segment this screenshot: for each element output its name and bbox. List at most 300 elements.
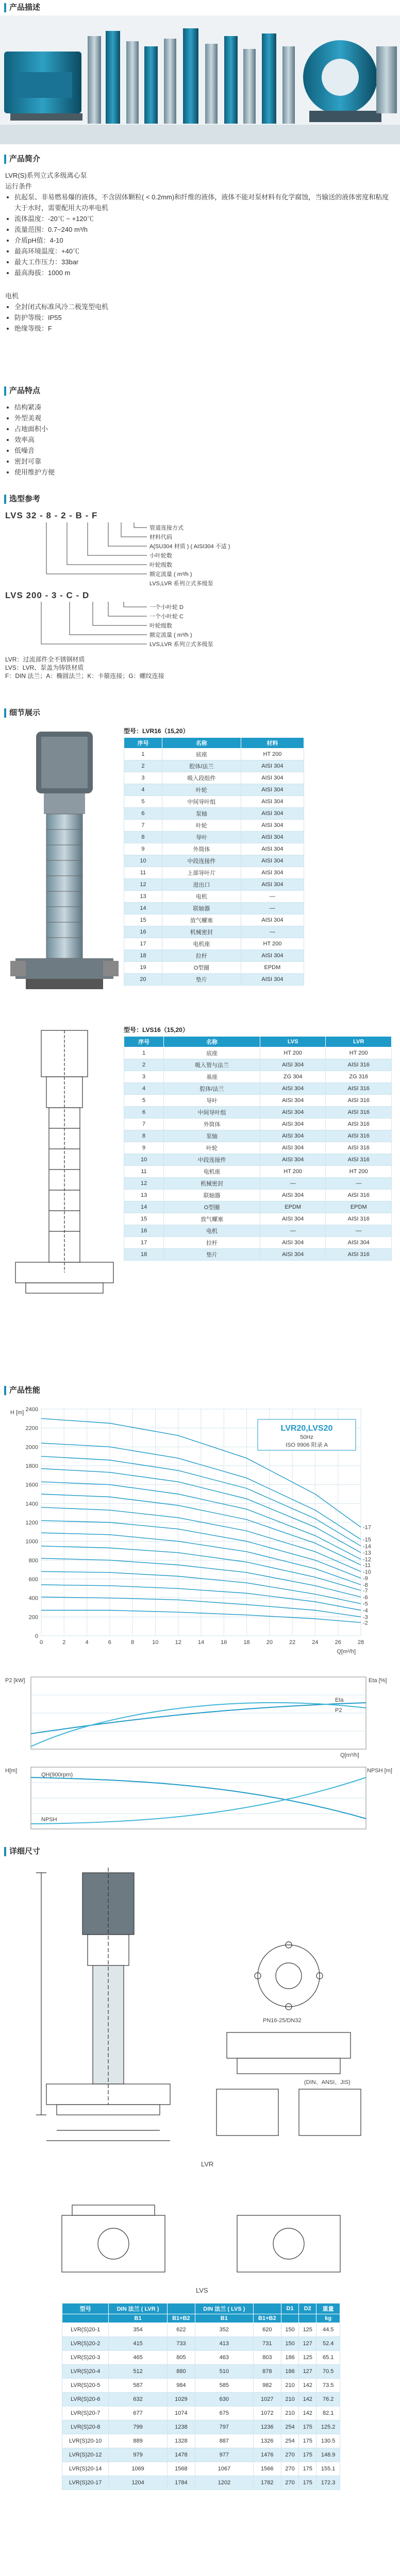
table-cell: 18	[124, 950, 162, 962]
table-cell: 泵轴	[162, 808, 241, 820]
table-cell: 82.1	[316, 2406, 340, 2420]
table-row	[62, 2406, 340, 2420]
table-cell: 4	[124, 1083, 164, 1095]
table-cell: 放气螺塞	[162, 914, 241, 926]
section-title-dimensions: 详细尺寸	[4, 1847, 40, 1856]
table-cell: 叶轮	[164, 1142, 260, 1154]
feature-item: • 外型美观	[14, 413, 395, 423]
x-tick-label: 0	[39, 1639, 43, 1646]
table-cell: 1566	[253, 2462, 281, 2476]
table-header-cell: D2	[299, 2303, 316, 2314]
series-label: -3	[363, 1614, 368, 1621]
table-row	[124, 1071, 392, 1083]
y-tick-label: 1400	[25, 1501, 38, 1507]
y-tick-label: 1600	[25, 1482, 38, 1488]
section-title-detail: 细节展示	[4, 708, 40, 718]
table-cell: 1328	[167, 2434, 195, 2448]
intro-bullet: • 最大工作压力：33bar	[14, 257, 395, 267]
table-cell: AISI 316	[326, 1095, 392, 1107]
eta-line-label: Eta	[335, 1697, 344, 1703]
table-cell: 电机座	[162, 938, 241, 950]
table-cell: AISI 304	[260, 1059, 326, 1071]
table-row	[124, 808, 304, 820]
table-cell: 210	[281, 2406, 298, 2420]
table-row	[124, 1142, 392, 1154]
table-cell: 148.9	[316, 2448, 340, 2462]
table-cell: 1236	[253, 2420, 281, 2434]
table-cell: HT 200	[326, 1047, 392, 1059]
series-label: -15	[363, 1537, 371, 1543]
table-row	[124, 938, 304, 950]
table-cell: AISI 304	[260, 1130, 326, 1142]
table-cell: 731	[253, 2337, 281, 2351]
table-row	[62, 2462, 340, 2476]
npsh-axis-label: NPSH [m]	[367, 1768, 392, 1774]
npsh-chart	[0, 1762, 400, 1841]
feature-item: • 占地面积小	[14, 423, 395, 434]
table-cell: 18	[124, 1249, 164, 1261]
table-row	[124, 855, 304, 867]
qh-chart	[0, 1399, 400, 1668]
table-cell: AISI 304	[241, 879, 304, 891]
series-label: -13	[363, 1550, 371, 1556]
material-table-2-wrap	[124, 1025, 392, 1261]
table-cell: 880	[167, 2365, 195, 2379]
table-cell: 52.4	[316, 2337, 340, 2351]
table-cell: 125.2	[316, 2420, 340, 2434]
table-cell: AISI 304	[241, 796, 304, 808]
table-cell: 腔体/法兰	[164, 1083, 260, 1095]
table-cell: 10	[124, 1154, 164, 1166]
x-tick-label: 24	[312, 1639, 319, 1646]
table-cell: 9	[124, 1142, 164, 1154]
dimension-table-wrap	[62, 2303, 340, 2490]
table-row	[62, 2351, 340, 2365]
table-cell: 腔体/法兰	[162, 760, 241, 772]
table-cell: —	[326, 1178, 392, 1190]
table-cell: ZG 316	[326, 1071, 392, 1083]
table-cell: 413	[195, 2337, 254, 2351]
table-cell: 1202	[195, 2476, 254, 2490]
y-tick-label: 1000	[25, 1538, 38, 1545]
y-tick-label: 1200	[25, 1520, 38, 1526]
table-cell: 510	[195, 2365, 254, 2379]
pump-lineup-illustration	[0, 15, 400, 144]
table-cell: LVR(S)20-4	[62, 2365, 109, 2379]
table-cell: 1029	[167, 2393, 195, 2406]
intro-bullet: • 流体温度：-20℃ ~ +120℃	[14, 213, 395, 224]
table-cell: AISI 304	[260, 1118, 326, 1130]
x-tick-label: 22	[289, 1639, 296, 1646]
table-cell: 803	[253, 2351, 281, 2365]
x-tick-label: 12	[175, 1639, 181, 1646]
motor-bullet: • 绝缘等级：F	[14, 323, 395, 334]
intro-bullet: • 介质pH值：4-10	[14, 235, 395, 246]
table-cell: 联轴器	[162, 903, 241, 914]
model-legend-item: 小叶轮数	[149, 553, 172, 559]
table-cell: 放气螺塞	[164, 1213, 260, 1225]
table-cell: O型圈	[162, 962, 241, 974]
table-header-cell: 材料	[241, 738, 304, 749]
table-cell: 270	[281, 2462, 298, 2476]
table-cell: 150	[281, 2337, 298, 2351]
table-cell: AISI 304	[241, 867, 304, 879]
table-cell: 9	[124, 843, 162, 855]
series-label: -5	[363, 1601, 368, 1607]
table-cell: 125	[299, 2351, 316, 2365]
y-tick-label: 400	[28, 1595, 38, 1602]
feature-item: • 低噪音	[14, 445, 395, 456]
table-row	[62, 2323, 340, 2337]
motor-title: 电机	[5, 292, 19, 300]
section-title-description: 产品描述	[4, 3, 40, 12]
table-cell: 1074	[167, 2406, 195, 2420]
table-cell: AISI 304	[260, 1190, 326, 1201]
table-cell: HT 200	[260, 1166, 326, 1178]
lvr-cutaway-drawing	[5, 726, 124, 1015]
table-subheader-cell	[281, 2314, 298, 2323]
table-cell: 中段连接件	[162, 855, 241, 867]
table-cell: 982	[253, 2379, 281, 2393]
table-row	[124, 1130, 392, 1142]
y-tick-label: 2000	[25, 1444, 38, 1451]
table-cell: —	[241, 926, 304, 938]
table-cell: 电机	[164, 1225, 260, 1237]
table-cell: 73.5	[316, 2379, 340, 2393]
x-tick-label: 20	[266, 1639, 273, 1646]
table-header-cell: 名称	[162, 738, 241, 749]
table-cell: AISI 304	[260, 1142, 326, 1154]
section-title-model: 选型参考	[4, 495, 40, 504]
table-row	[62, 2476, 340, 2490]
table-cell: AISI 304	[260, 1107, 326, 1118]
table-cell: AISI 304	[241, 808, 304, 820]
x-tick-label: 26	[335, 1639, 341, 1646]
model-code-1-legend	[149, 523, 230, 588]
table-cell: LVR(S)20-7	[62, 2406, 109, 2420]
table-row	[124, 1107, 392, 1118]
table-cell: 进出口	[162, 879, 241, 891]
model-legend-item: 额定流量 ( m³/h )	[149, 632, 192, 638]
table-cell: 512	[109, 2365, 167, 2379]
table-cell: 导叶	[164, 1095, 260, 1107]
table-header-cell: 序号	[124, 738, 162, 749]
table-cell: O型圈	[164, 1201, 260, 1213]
table-cell: 电机座	[164, 1166, 260, 1178]
series-label: -2	[363, 1620, 368, 1626]
table-cell: 677	[109, 2406, 167, 2420]
table-row	[124, 1166, 392, 1178]
table-cell: 6	[124, 1107, 164, 1118]
table-cell: LVR(S)20-2	[62, 2337, 109, 2351]
table-cell: AISI 304	[260, 1154, 326, 1166]
table-cell: 中间导叶组	[164, 1107, 260, 1118]
table-header-cell	[253, 2303, 281, 2314]
table-cell: AISI 304	[241, 760, 304, 772]
table-cell: 机械密封	[164, 1178, 260, 1190]
table-row	[62, 2393, 340, 2406]
table-cell: 186	[281, 2351, 298, 2365]
table-cell: 底座	[164, 1047, 260, 1059]
qh-curve-chart	[0, 1399, 400, 1667]
chart-subtitle: 50Hz	[300, 1434, 313, 1440]
table-cell: 中间导叶组	[162, 796, 241, 808]
feature-item: • 结构紧凑	[14, 402, 395, 413]
table-cell: AISI 304	[241, 855, 304, 867]
table-row	[124, 772, 304, 784]
table-row	[124, 1237, 392, 1249]
table-cell: —	[241, 891, 304, 903]
npsh-svg	[0, 1762, 400, 1839]
chart-legend-note: ISO 9906 附录 A	[286, 1442, 328, 1448]
table-header-cell: LVR	[326, 1037, 392, 1047]
table-row	[124, 1190, 392, 1201]
material-table-1-wrap	[124, 726, 304, 986]
table-cell: 44.5	[316, 2323, 340, 2337]
table-cell: 外筒体	[162, 843, 241, 855]
table-cell: AISI 304	[241, 784, 304, 796]
table-cell: 620	[253, 2323, 281, 2337]
feature-item: • 使用维护方便	[14, 467, 395, 478]
table-cell: 5	[124, 796, 162, 808]
table-cell: 155.1	[316, 2462, 340, 2476]
table-subheader-cell	[62, 2314, 109, 2323]
table-cell: 16	[124, 1225, 164, 1237]
table-row	[124, 1083, 392, 1095]
table-cell: 254	[281, 2434, 298, 2448]
table-header-cell: 名称	[164, 1037, 260, 1047]
table-cell: 70.5	[316, 2365, 340, 2379]
series-label: -12	[363, 1556, 371, 1563]
series-label: -4	[363, 1607, 368, 1614]
intro-bullet: • 最高环境温度：+40℃	[14, 246, 395, 257]
table-cell: LVR(S)20-8	[62, 2420, 109, 2434]
npsh-line-label: NPSH	[41, 1817, 57, 1823]
table-cell: 984	[167, 2379, 195, 2393]
table-cell: 797	[195, 2420, 254, 2434]
table-header-cell: DIN 法兰 ( LVS )	[195, 2303, 254, 2314]
table-cell: LVR(S)20-6	[62, 2393, 109, 2406]
model-legend-item: 材料代码	[149, 534, 172, 540]
model-note: LVS：LVR、泵盖为铸铁材质	[5, 664, 84, 671]
table-row	[124, 1095, 392, 1107]
table-cell: 254	[281, 2420, 298, 2434]
table-cell: EPDM	[326, 1201, 392, 1213]
table-row	[62, 2337, 340, 2351]
table-cell: 270	[281, 2448, 298, 2462]
table-cell: AISI 316	[326, 1059, 392, 1071]
table-cell: 632	[109, 2393, 167, 2406]
table-cell: 127	[299, 2365, 316, 2379]
table-cell: AISI 304	[241, 974, 304, 986]
table-row	[62, 2434, 340, 2448]
y-tick-label: 600	[28, 1577, 38, 1583]
motor-bullet: • 防护等级：IP55	[14, 312, 395, 323]
table-cell: 65.1	[316, 2351, 340, 2365]
table-cell: AISI 316	[326, 1083, 392, 1095]
table-row	[124, 867, 304, 879]
material-table-1	[124, 737, 304, 986]
table-row	[124, 914, 304, 926]
table-cell: 210	[281, 2393, 298, 2406]
table-cell: 拉杆	[164, 1237, 260, 1249]
table-cell: 5	[124, 1095, 164, 1107]
table-cell: 1027	[253, 2393, 281, 2406]
table-cell: 1072	[253, 2406, 281, 2420]
table-cell: HT 200	[326, 1166, 392, 1178]
model-legend-item: 一个小叶轮 C	[149, 614, 184, 620]
table-row	[124, 1225, 392, 1237]
table-cell: 2	[124, 760, 162, 772]
table-cell: 675	[195, 2406, 254, 2420]
x-tick-label: 14	[197, 1639, 205, 1646]
table-row	[62, 2365, 340, 2379]
table-cell: —	[260, 1225, 326, 1237]
table-cell: AISI 316	[326, 1249, 392, 1261]
table-cell: 20	[124, 974, 162, 986]
table-cell: 7	[124, 820, 162, 832]
section-title-intro: 产品简介	[4, 155, 40, 164]
model-legend-item: 额定流量 ( m³/h )	[149, 571, 192, 578]
table-cell: 中段连接件	[164, 1154, 260, 1166]
table-cell: LVR(S)20-10	[62, 2434, 109, 2448]
motor-bullet: • 全封闭式标准风冷二极笼型电机	[14, 301, 395, 312]
table-cell: HT 200	[241, 749, 304, 760]
table-row	[124, 760, 304, 772]
table-cell: 142	[299, 2393, 316, 2406]
model-legend-item: LVS,LVR 系列立式多级泵	[149, 641, 213, 648]
table-row	[124, 950, 304, 962]
chart-title: LVR20,LVS20	[280, 1424, 333, 1433]
table-cell: ZG 304	[260, 1071, 326, 1083]
model-legend-item: LVS,LVR 系列立式多级泵	[149, 581, 213, 587]
model-code-1: LVS 32 - 8 - 2 - B - F	[5, 511, 98, 520]
table-row	[62, 2379, 340, 2393]
series-label: -11	[363, 1562, 371, 1569]
feature-item: • 密封可靠	[14, 456, 395, 467]
y-tick-label: 1800	[25, 1463, 38, 1469]
model-legend-item: A(SU304 材质 ) ( AISI304 不适 )	[149, 544, 230, 550]
table-cell: 电机	[162, 891, 241, 903]
table-cell: 622	[167, 2323, 195, 2337]
table-row	[124, 1118, 392, 1130]
intro-bullet: • 抗起泵、非易燃易爆的液体，不含固体颗粒( < 0.2mm)和纤维的液体，液体不能对泵材料有化学腐蚀，当输送的液体密度和粘度大于水时，需要配用大功率电机	[14, 192, 395, 213]
table-cell: 175	[299, 2462, 316, 2476]
table-cell: 130.5	[316, 2434, 340, 2448]
table-cell: HT 200	[260, 1047, 326, 1059]
p2-line-label: P2	[335, 1707, 342, 1714]
table-cell: 2	[124, 1059, 164, 1071]
table-cell: 15	[124, 914, 162, 926]
x-axis-label: Q[m³/h]	[337, 1649, 356, 1655]
x-tick-label: 10	[152, 1639, 159, 1646]
table-cell: AISI 304	[241, 914, 304, 926]
table-cell: EPDM	[260, 1201, 326, 1213]
table-cell: 3	[124, 772, 162, 784]
table-cell: 导叶	[162, 832, 241, 843]
table-cell: 12	[124, 1178, 164, 1190]
x-tick-label: 16	[221, 1639, 227, 1646]
table-subheader-cell: B1+B2	[253, 2314, 281, 2323]
table-cell: 8	[124, 832, 162, 843]
table-cell: 76.2	[316, 2393, 340, 2406]
table-cell: 186	[281, 2365, 298, 2379]
table-cell: AISI 316	[326, 1142, 392, 1154]
model-note: LVR：过流部件全不锈钢材质	[5, 656, 85, 663]
table-cell: AISI 304	[260, 1237, 326, 1249]
table-cell: 210	[281, 2379, 298, 2393]
table-cell: 887	[195, 2434, 254, 2448]
drawing-caption-lvs: LVS	[196, 2286, 208, 2294]
p2-axis-label: P2 [kW]	[5, 1677, 25, 1684]
material-table-2	[124, 1036, 392, 1261]
model-note: F：DIN 法兰；A：椭圆法兰；K：卡箍连接；G：螺纹连接	[5, 672, 164, 680]
y-tick-label: 2400	[25, 1406, 38, 1413]
table-cell: 叶轮	[162, 784, 241, 796]
table-cell: 机械密封	[162, 926, 241, 938]
series-label: -14	[363, 1543, 371, 1550]
table-header-cell: DIN 法兰 ( LVR )	[109, 2303, 167, 2314]
model-legend-item: 叶轮级数	[149, 623, 172, 629]
drawing-caption-lvr: LVR	[201, 2160, 214, 2168]
intro-bullet: • 最高海拔：1000 m	[14, 267, 395, 278]
table-row	[124, 1059, 392, 1071]
table-row	[124, 903, 304, 914]
table-row	[124, 926, 304, 938]
table-cell: AISI 316	[326, 1213, 392, 1225]
table-cell: AISI 316	[326, 1130, 392, 1142]
q-axis-label-2: Q[m³/h]	[340, 1752, 359, 1758]
table-cell: 10	[124, 855, 162, 867]
table-cell: 587	[109, 2379, 167, 2393]
table-cell: EPDM	[241, 962, 304, 974]
table-subheader-cell: B1+B2	[167, 2314, 195, 2323]
table-cell: 1067	[195, 2462, 254, 2476]
table-cell: LVR(S)20-17	[62, 2476, 109, 2490]
material-table-2-caption: 型号：LVS16（15,20）	[124, 1026, 189, 1033]
h-axis-label-3: H[m]	[5, 1768, 18, 1774]
table-cell: 外筒体	[164, 1118, 260, 1130]
x-tick-label: 2	[62, 1639, 66, 1646]
table-cell: 上部导叶片	[162, 867, 241, 879]
table-cell: 拉杆	[162, 950, 241, 962]
table-header-cell: D1	[281, 2303, 298, 2314]
table-cell: AISI 304	[326, 1237, 392, 1249]
table-cell: LVR(S)20-1	[62, 2323, 109, 2337]
table-cell: 吸入管与法兰	[164, 1059, 260, 1071]
series-label: -9	[363, 1575, 368, 1582]
model-legend-item: 叶轮级数	[149, 562, 172, 568]
table-row	[124, 796, 304, 808]
table-row	[124, 1154, 392, 1166]
table-cell: HT 200	[241, 938, 304, 950]
table-row	[124, 1249, 392, 1261]
table-subheader-cell: kg	[316, 2314, 340, 2323]
table-cell: AISI 316	[326, 1154, 392, 1166]
table-cell: 585	[195, 2379, 254, 2393]
table-cell: AISI 304	[260, 1083, 326, 1095]
x-tick-label: 6	[108, 1639, 111, 1646]
table-row	[62, 2420, 340, 2434]
table-cell: 1	[124, 749, 162, 760]
x-tick-label: 8	[131, 1639, 135, 1646]
table-cell: 465	[109, 2351, 167, 2365]
table-cell: 733	[167, 2337, 195, 2351]
table-cell: AISI 316	[326, 1118, 392, 1130]
table-cell: 805	[167, 2351, 195, 2365]
table-cell: 1478	[167, 2448, 195, 2462]
table-row	[124, 1178, 392, 1190]
